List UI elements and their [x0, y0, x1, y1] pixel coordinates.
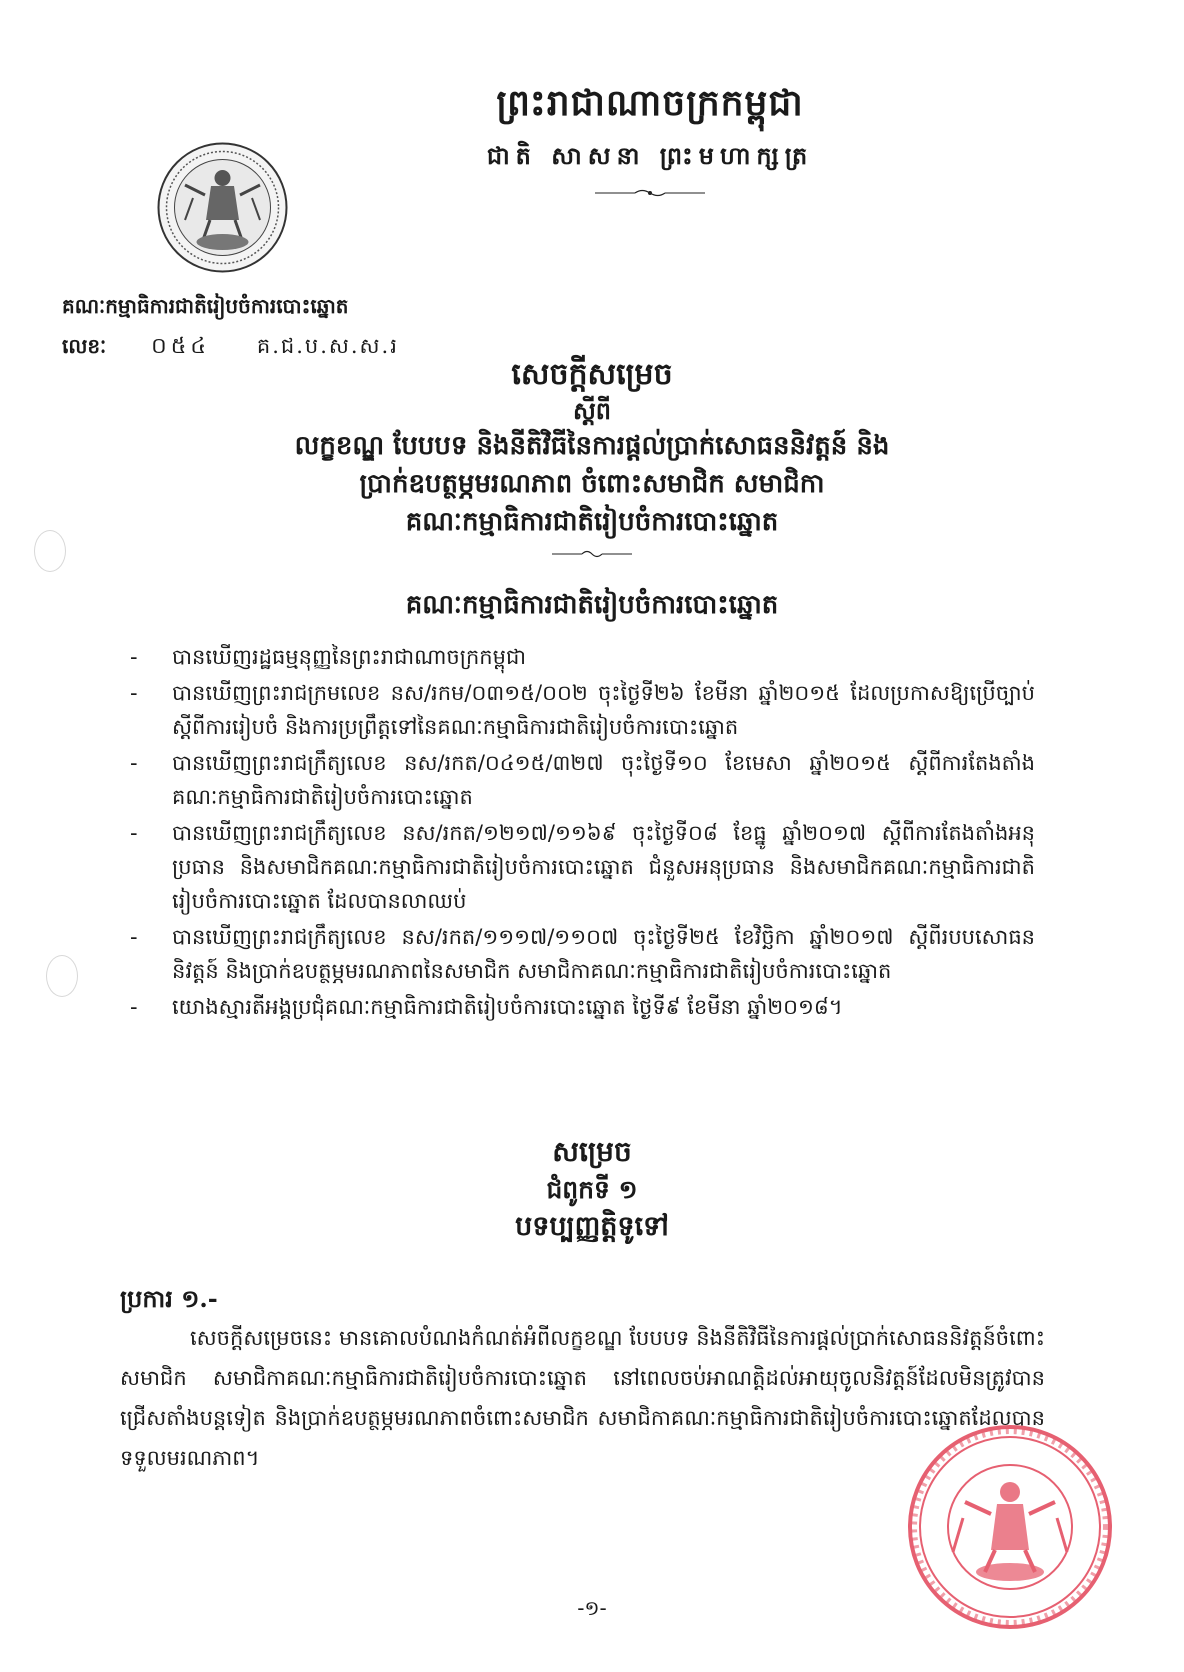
issuing-committee: គណៈកម្មាធិការជាតិរៀបចំការបោះឆ្នោត — [62, 294, 349, 318]
article-1-body: សេចក្តីសម្រេចនេះ មានគោលបំណងកំណត់អំពីលក្ខខណ្ឌ បែបបទ និងនីតិវិធីនៃការផ្តល់ប្រាក់សោធននិវត្តន៍ចំពោះសមាជិក សមាជិកាគណៈកម្មាធិការជាតិរៀបចំការបោះឆ្នោត នៅពេលចប់អាណត្តិដល់អាយុចូលនិវត្តន៍ដែលមិនត្រូវបានជ្រើសតាំងបន្តទៀត និងប្រាក់ឧបត្ថម្ភមរណភាពចំពោះសមាជិក សមាជិកាគណៈកម្មាធិការជាតិរៀបចំការបោះឆ្នោតដែលបានទទួលមរណភាព។ — [120, 1326, 1045, 1470]
page-number: -១- — [577, 1596, 607, 1620]
subject-line-3: គណៈកម្មាធិការជាតិរៀបចំការបោះឆ្នោត — [405, 507, 779, 537]
subject-line-2: ប្រាក់ឧបត្ថម្ភមរណភាព ចំពោះសមាជិក សមាជិកា — [359, 469, 825, 499]
decision-title-block — [120, 355, 1064, 563]
list-item: - បានឃើញព្រះរាជក្រឹត្យលេខ នស/រកត/០៤១៥/៣២៧ ចុះថ្ងៃទី១០ ខែមេសា ឆ្នាំ២០១៥ ស្តីពីការតែងតាំងគណៈកម្មាធិការជាតិរៀបចំការបោះឆ្នោត — [130, 751, 1035, 809]
document-type-heading: សេចក្តីសម្រេច — [511, 357, 673, 392]
about-label: ស្តីពី — [572, 396, 612, 425]
decides-heading: សម្រេច — [552, 1135, 632, 1168]
punch-hole-mark — [34, 530, 66, 572]
list-item: - បានឃើញព្រះរាជក្រឹត្យលេខ នស/រកត/១២១៧/១១៦៩ ចុះថ្ងៃទី០៨ ខែធ្នូ ឆ្នាំ២០១៧ ស្តីពីការតែងតាំងអនុប្រធាន និងសមាជិកគណៈកម្មាធិការជាតិរៀបចំការបោះឆ្នោត ជំនួសអនុប្រធាន និងសមាជិកគណៈកម្មាធិការជាតិរៀបចំការបោះឆ្នោត ដែលបានលាឈប់ — [130, 821, 1035, 913]
official-seal-icon — [905, 1422, 1115, 1632]
list-item: - បានឃើញព្រះរាជក្រឹត្យលេខ នស/រកត/១១១៧/១១០៧ ចុះថ្ងៃទី២៥ ខែវិច្ឆិកា ឆ្នាំ២០១៧ ស្តីពីរបបសោធននិវត្តន៍ និងប្រាក់ឧបត្ថម្ភមរណភាពនៃសមាជិក សមាជិកាគណៈកម្មាធិការជាតិរៀបចំការបោះឆ្នោត — [130, 925, 1035, 983]
issuer-heading: គណៈកម្មាធិការជាតិរៀបចំការបោះឆ្នោត — [405, 590, 779, 620]
list-item: - យោងស្មារតីអង្គប្រជុំគណៈកម្មាធិការជាតិរៀបចំការបោះឆ្នោត ថ្ងៃទី៩ ខែមីនា ឆ្នាំ២០១៨។ — [130, 995, 843, 1019]
list-item: - បានឃើញរដ្ឋធម្មនុញ្ញនៃព្រះរាជាណាចក្រកម្ពុជា — [130, 645, 526, 669]
considerations-list — [130, 640, 1035, 1026]
decision-section-heading — [120, 1132, 1064, 1246]
ornament-divider-icon — [595, 188, 705, 198]
chapter-title: បទប្បញ្ញត្តិទូទៅ — [515, 1211, 669, 1242]
kingdom-header — [440, 80, 860, 202]
chapter-number: ជំពូកទី ១ — [546, 1175, 638, 1204]
punch-hole-mark — [46, 955, 78, 997]
document-reference: គ.ជ.ប.ស.ស.រ — [256, 334, 399, 358]
kingdom-title: ព្រះរាជាណាចក្រកម្ពុជា — [496, 82, 804, 124]
national-motto: ជាតិ សាសនា ព្រះមហាក្សត្រ — [486, 141, 814, 170]
subject-line-1: លក្ខខណ្ឌ បែបបទ និងនីតិវិធីនៃការផ្តល់ប្រាក់សោធននិវត្តន៍ និង — [294, 431, 890, 461]
number-label: លេខៈ — [62, 334, 107, 358]
royal-emblem-icon — [155, 140, 290, 275]
document-number-value: ០៥៤ — [151, 334, 210, 359]
list-item: - បានឃើញព្រះរាជក្រមលេខ នស/រកម/០៣១៥/០០២ ចុះថ្ងៃទី២៦ ខែមីនា ឆ្នាំ២០១៥ ដែលប្រកាសឱ្យប្រើច្បាប់ស្តីពីការរៀបចំ និងការប្រព្រឹត្តទៅនៃគណៈកម្មាធិការជាតិរៀបចំការបោះឆ្នោត — [130, 681, 1035, 739]
article-1-heading: ប្រការ ១.- — [120, 1284, 218, 1313]
ornament-divider-icon — [552, 549, 632, 559]
